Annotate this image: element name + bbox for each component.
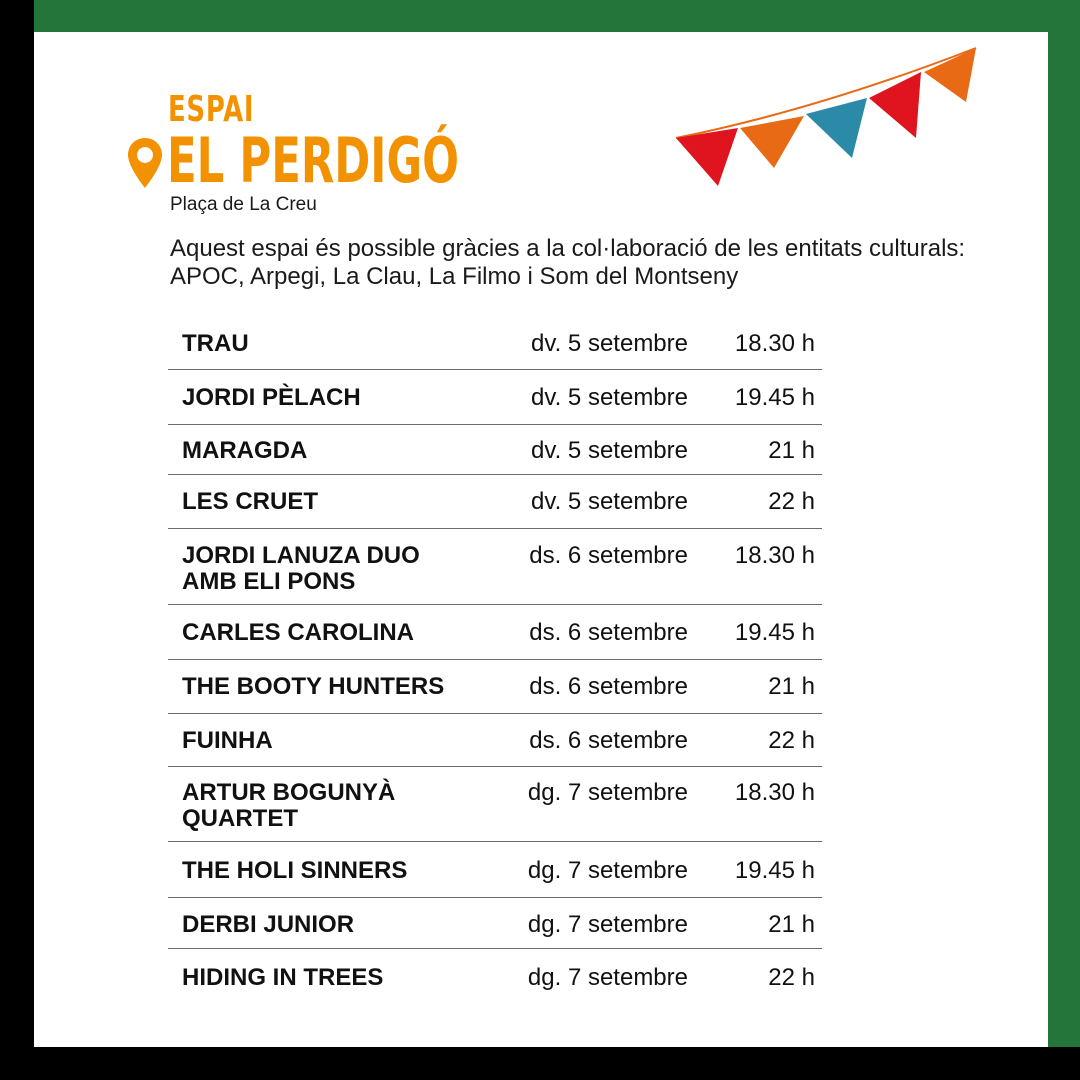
schedule-row <box>168 318 822 370</box>
artist-name: HIDING IN TREES <box>182 964 384 991</box>
artist-name: JORDI LANUZA DUO AMB ELI PONS <box>182 542 420 595</box>
event-date: ds. 6 setembre <box>529 673 688 700</box>
artist-name: ARTUR BOGUNYÀ QUARTET <box>182 779 396 832</box>
schedule-row <box>168 767 822 842</box>
title-espai: ESPAI <box>168 89 255 130</box>
artist-name: DERBI JUNIOR <box>182 911 355 938</box>
event-date: ds. 6 setembre <box>529 619 688 646</box>
event-date: dg. 7 setembre <box>527 964 688 991</box>
event-time: 19.45 h <box>734 619 815 646</box>
event-time: 19.45 h <box>734 384 815 411</box>
event-time: 19.45 h <box>734 857 815 884</box>
event-time: 18.30 h <box>734 542 815 569</box>
event-date: ds. 6 setembre <box>529 542 688 569</box>
map-pin-icon <box>126 136 164 190</box>
event-date: dv. 5 setembre <box>531 488 688 515</box>
event-date: dv. 5 setembre <box>531 437 688 464</box>
event-time: 18.30 h <box>734 779 815 806</box>
green-frame-top <box>34 0 1080 32</box>
artist-name: MARAGDA <box>182 437 308 464</box>
flag-orange-1 <box>740 116 804 168</box>
schedule-row <box>168 425 822 475</box>
flag-red-2 <box>869 72 921 138</box>
event-date: ds. 6 setembre <box>529 727 688 754</box>
event-time: 18.30 h <box>734 330 815 357</box>
event-time: 22 h <box>768 964 815 991</box>
flag-blue <box>806 98 867 158</box>
event-date: dg. 7 setembre <box>527 779 688 806</box>
event-time: 22 h <box>768 727 815 754</box>
schedule-table <box>168 318 822 1001</box>
bunting-flags <box>666 40 986 200</box>
artist-name: TRAU <box>182 330 249 357</box>
artist-name: THE BOOTY HUNTERS <box>182 673 445 700</box>
schedule-row <box>168 475 822 529</box>
schedule-row <box>168 949 822 1001</box>
event-date: dg. 7 setembre <box>527 857 688 884</box>
event-time: 22 h <box>768 488 815 515</box>
schedule-row <box>168 529 822 605</box>
artist-name: JORDI PÈLACH <box>182 384 361 411</box>
event-time: 21 h <box>768 911 815 938</box>
schedule-row <box>168 842 822 898</box>
event-date: dv. 5 setembre <box>531 330 688 357</box>
schedule-row <box>168 714 822 767</box>
artist-name: FUINHA <box>182 727 273 754</box>
schedule-row <box>168 660 822 714</box>
title-el-perdigo: EL PERDIGÓ <box>167 124 459 197</box>
location-subtitle: Plaça de La Creu <box>170 194 317 215</box>
event-time: 21 h <box>768 437 815 464</box>
flag-red-1 <box>676 128 738 186</box>
green-frame-right <box>1048 0 1080 1047</box>
event-time: 21 h <box>768 673 815 700</box>
artist-name: LES CRUET <box>182 488 319 515</box>
schedule-row <box>168 898 822 949</box>
schedule-row <box>168 605 822 660</box>
intro-text: Aquest espai és possible gràcies a la col·laboració de les entitats culturals: APOC, Arpegi, La Clau, La Filmo i Som del Montseny <box>170 235 966 290</box>
artist-name: THE HOLI SINNERS <box>182 857 408 884</box>
schedule-row <box>168 370 822 425</box>
event-date: dv. 5 setembre <box>531 384 688 411</box>
artist-name: CARLES CAROLINA <box>182 619 414 646</box>
flag-orange-2 <box>924 48 976 102</box>
event-date: dg. 7 setembre <box>527 911 688 938</box>
